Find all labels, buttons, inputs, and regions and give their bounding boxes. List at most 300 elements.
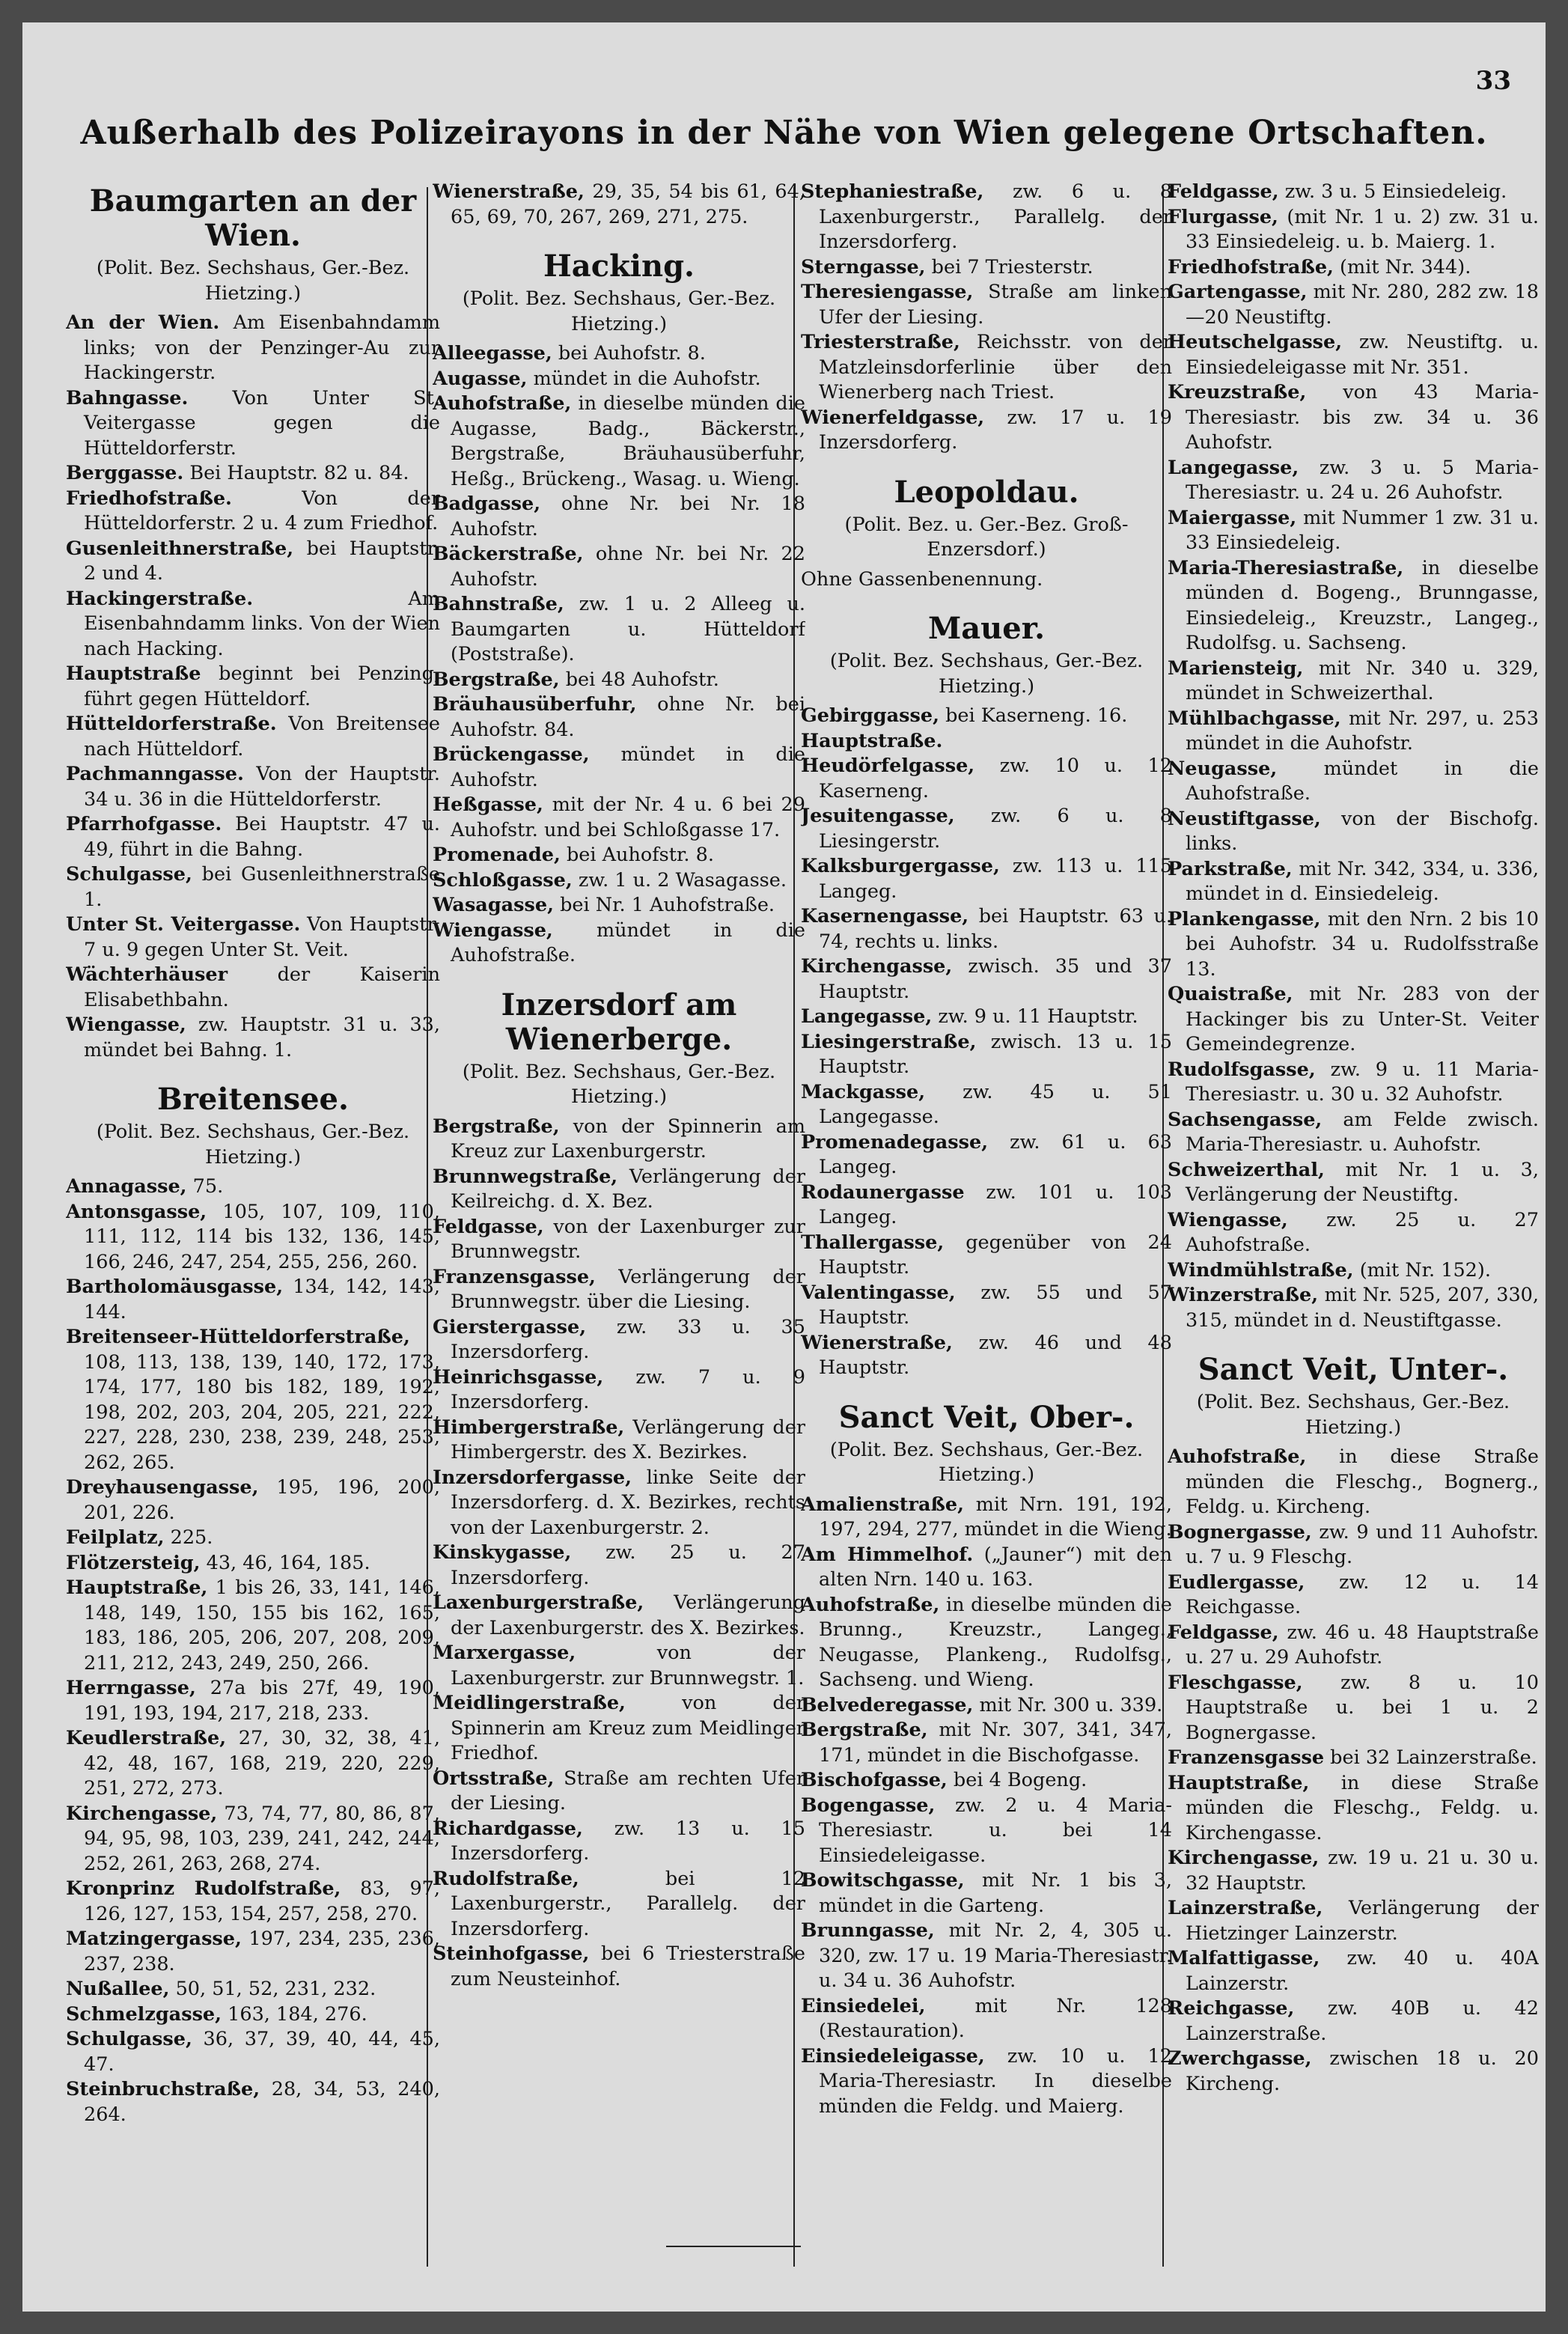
street-entry — [1168, 506, 1539, 556]
column-4 — [1168, 180, 1539, 2289]
street-name: Augasse, — [433, 367, 528, 390]
column-3 — [801, 180, 1172, 2289]
street-name: Wächterhäuser — [66, 963, 228, 986]
street-entry — [801, 1693, 1172, 1719]
street-description: zw. 101 u. 103 Langeg. — [819, 1180, 1172, 1228]
street-entry — [433, 341, 805, 367]
street-name: Bahnstraße, — [433, 593, 564, 615]
place-section — [801, 475, 1172, 593]
street-description: mit Nr. 2, 4, 305 u. 320, zw. 17 u. 19 Maria-Theresiastr. u. 34 u. 36 Auhofstr. — [819, 1919, 1172, 1992]
street-description: am Felde zwisch. Maria-Theresiastr. u. Auhofstr. — [1186, 1108, 1539, 1156]
street-name: Eudlergasse, — [1168, 1570, 1305, 1594]
street-description: („Jauner“) mit den alten Nrn. 140 u. 163. — [819, 1543, 1172, 1591]
street-entry — [433, 1942, 805, 1992]
street-description: Von Hauptstr. 7 u. 9 gegen Unter St. Veit. — [84, 913, 440, 961]
street-entry — [66, 386, 440, 462]
street-description: Verlängerung der Keilreichg. d. X. Bez. — [451, 1165, 805, 1213]
street-name: Berggasse. — [66, 462, 184, 484]
street-description: zw. 40 u. 40A Lainzerstr. — [1186, 1947, 1539, 1995]
street-name: Bergstraße, — [801, 1719, 928, 1741]
street-name: Nußallee, — [66, 1978, 170, 2000]
street-name: Annagasse, — [66, 1175, 187, 1198]
street-name: Sachsengasse, — [1168, 1108, 1323, 1131]
street-entry — [66, 762, 440, 812]
street-entry — [66, 487, 440, 537]
street-entry — [801, 1994, 1172, 2044]
street-description: 83, 97, 126, 127, 153, 154, 257, 258, 270. — [84, 1877, 440, 1925]
street-description: (mit Nr. 344). — [1340, 255, 1471, 278]
street-description: mit Nr. 283 von der Hackinger bis zu Unter-St. Veiter Gemeindegrenze. — [1186, 983, 1539, 1055]
street-name: Maria-Theresiastraße, — [1168, 556, 1404, 579]
street-entry — [433, 180, 805, 230]
street-name: Auhofstraße, — [1168, 1445, 1307, 1468]
street-description: ohne Nr. bei Auhofstr. 84. — [451, 693, 805, 741]
street-entry — [433, 1641, 805, 1691]
street-description: gegenüber von 24 Hauptstr. — [819, 1231, 1172, 1279]
street-description: bei 32 Lainzerstraße. — [1330, 1746, 1537, 1769]
street-entry — [66, 461, 440, 487]
street-entry — [801, 1794, 1172, 1869]
street-description: zw. 33 u. 35 Inzersdorferg. — [451, 1315, 805, 1363]
street-name: Antonsgasse, — [66, 1200, 207, 1223]
street-entry — [433, 492, 805, 542]
street-name: An der Wien. — [66, 311, 220, 334]
street-name: Bräuhausüberfuhr, — [433, 693, 637, 716]
street-description: bei 48 Auhofstr. — [565, 668, 719, 691]
street-entry — [66, 963, 440, 1013]
street-entry — [66, 1013, 440, 1063]
street-entry — [1168, 807, 1539, 857]
street-entry — [801, 406, 1172, 456]
street-entry — [801, 1030, 1172, 1080]
street-description: zwischen 18 u. 20 Kircheng. — [1186, 2047, 1539, 2095]
street-name: Wiengasse, — [66, 1014, 186, 1036]
street-entry — [433, 1541, 805, 1591]
street-entry — [1168, 1108, 1539, 1158]
street-entry — [433, 1265, 805, 1315]
section-title: Mauer. — [927, 611, 1046, 646]
street-name: Schulgasse, — [66, 2028, 192, 2050]
street-description: 197, 234, 235, 236, 237, 238. — [84, 1928, 440, 1975]
street-description: 27a bis 27f, 49, 190, 191, 193, 194, 217, 218, 233. — [84, 1677, 440, 1725]
street-name: Brückengasse, — [433, 743, 590, 766]
street-entry — [801, 1718, 1172, 1768]
street-name: Neugasse, — [1168, 757, 1278, 780]
street-description: mit Nr. 1 bis 3, mündet in die Garteng. — [819, 1869, 1172, 1917]
street-name: Bogengasse, — [801, 1794, 936, 1817]
street-name: Herrngasse, — [66, 1677, 196, 1699]
street-name: Parkstraße, — [1168, 857, 1293, 880]
street-name: Mühlbachgasse, — [1168, 707, 1341, 730]
place-section — [66, 1082, 440, 2127]
street-name: Matzingergasse, — [66, 1928, 242, 1950]
street-name: Rudolfstraße, — [433, 1867, 579, 1890]
street-name: Franzensgasse, — [433, 1265, 596, 1288]
street-entry — [1168, 1746, 1539, 1771]
street-entry — [1168, 1283, 1539, 1333]
street-name: Rodaunergasse — [801, 1180, 965, 1204]
street-entry — [801, 280, 1172, 330]
street-description: zwisch. 35 und 37 Hauptstr. — [819, 955, 1172, 1003]
street-description: bei 4 Bogeng. — [953, 1769, 1087, 1791]
street-description: zw. 10 u. 12 Kaserneng. — [819, 755, 1172, 802]
street-entry — [801, 1868, 1172, 1919]
street-name: Brunngasse, — [801, 1919, 935, 1942]
street-entry — [801, 754, 1172, 804]
street-entry — [801, 255, 1172, 281]
street-entry — [433, 893, 805, 918]
street-description: zw. 40B u. 42 Lainzerstraße. — [1186, 1997, 1539, 2045]
street-description: zw. 8 u. 10 Hauptstraße u. bei 1 u. 2 Bognergasse. — [1186, 1671, 1539, 1744]
street-entry — [801, 1919, 1172, 1994]
street-name: Jesuitengasse, — [801, 805, 955, 827]
street-description: von der Laxenburgerstr. zur Brunnwegstr. 1. — [451, 1642, 805, 1689]
section-title: Baumgarten an der Wien. — [89, 183, 417, 253]
street-entry — [66, 1526, 440, 1551]
street-entry — [1168, 1671, 1539, 1746]
street-description: bei 6 Triesterstraße zum Neusteinhof. — [451, 1943, 805, 1990]
street-entry — [433, 918, 805, 969]
street-description: mündet in die Auhofstraße. — [1186, 757, 1539, 805]
page-title: Außerhalb des Polizeirayons in der Nähe von Wien gelegene Ortschaften. — [80, 114, 1488, 152]
street-description: in dieselbe münden d. Bogeng., Brunngasse, Einsiedeleig., Kreuzstr., Langeg., Rudolfsg. u. Sachseng. — [1186, 556, 1539, 654]
street-description: von 43 Maria-Theresiastr. bis zw. 34 u. 36 Auhofstr. — [1186, 381, 1539, 454]
footer-rule — [666, 2246, 801, 2247]
street-entry — [433, 1691, 805, 1767]
street-description: ohne Nr. bei Nr. 18 Auhofstr. — [451, 493, 805, 540]
street-entry — [433, 1165, 805, 1215]
street-description: von der Laxenburger zur Brunnwegstr. — [451, 1215, 805, 1263]
street-description: Bei Hauptstr. 82 u. 84. — [189, 462, 409, 484]
street-description: bei Gusenleithnerstraße 1. — [84, 863, 440, 911]
place-section — [801, 1401, 1172, 2120]
street-description: mündet in die Auhofstraße. — [451, 918, 805, 966]
street-description: mündet in die Auhofstr. — [533, 367, 761, 390]
street-entry — [433, 793, 805, 843]
street-entry — [1168, 982, 1539, 1058]
street-name: Einsiedelei, — [801, 1994, 926, 2017]
street-description: Straße am linken Ufer der Liesing. — [819, 281, 1172, 329]
street-description: in diese Straße münden die Fleschg., Feldg. u. Kirchengasse. — [1186, 1771, 1539, 1844]
street-name: Steinhofgasse, — [433, 1943, 590, 1965]
street-description: zw. 6 u. 8 Liesingerstr. — [819, 805, 1172, 853]
street-description: von der Spinnerin am Kreuz zur Laxenburgerstr. — [451, 1115, 805, 1163]
street-description: zw. 3 u. 5 Einsiedeleig. — [1284, 180, 1507, 203]
street-name: Unter St. Veitergasse. — [66, 913, 301, 936]
street-entry — [433, 1817, 805, 1867]
street-entry — [1168, 1621, 1539, 1671]
section-subtitle: (Polit. Bez. Sechshaus, Ger.-Bez. Hietzing.) — [829, 650, 1144, 698]
street-name: Liesingerstraße, — [801, 1030, 977, 1053]
street-description: von der Spinnerin am Kreuz zum Meidlinger Friedhof. — [451, 1692, 805, 1764]
place-section — [1168, 1353, 1539, 2097]
street-description: mit Nr. 307, 341, 347, 171, mündet in die Bischofgasse. — [819, 1719, 1172, 1767]
street-entry — [433, 843, 805, 868]
street-description: mit Nr. 525, 207, 330, 315, mündet in d. Neustiftgasse. — [1186, 1284, 1539, 1332]
street-name: Promenade, — [433, 844, 561, 866]
street-description: zw. 6 u. 8 Laxenburgerstr., Parallelg. der Inzersdorferg. — [819, 180, 1172, 253]
street-entry — [1168, 330, 1539, 380]
street-description: zw. 45 u. 51 Langegasse. — [819, 1080, 1172, 1128]
section-subtitle: (Polit. Bez. Sechshaus, Ger.-Bez. Hietzing.) — [462, 1060, 776, 1108]
street-description: mit Nrn. 191, 192, 197, 294, 277, mündet in die Wieng. — [819, 1493, 1172, 1541]
street-name: Schmelzgasse, — [66, 2002, 222, 2026]
street-description: mit Nr. 280, 282 zw. 18—20 Neustiftg. — [1186, 281, 1539, 329]
street-name: Feilplatz, — [66, 1526, 165, 1549]
street-entry — [1168, 280, 1539, 330]
street-description: zw. 9 und 11 Auhofstr. u. 7 u. 9 Fleschg. — [1186, 1520, 1539, 1568]
page-number: 33 — [1475, 66, 1511, 96]
street-entry — [66, 1200, 440, 1276]
street-name: Bäckerstraße, — [433, 543, 584, 565]
street-entry — [801, 1493, 1172, 1543]
street-entry — [66, 662, 440, 712]
street-entry — [433, 668, 805, 693]
street-name: Rudolfsgasse, — [1168, 1058, 1316, 1081]
street-entry — [433, 592, 805, 668]
street-entry — [801, 854, 1172, 904]
street-name: Stephaniestraße, — [801, 180, 984, 203]
section-title: Sanct Veit, Unter-. — [1198, 1352, 1509, 1387]
street-entry — [433, 367, 805, 392]
street-entry — [1168, 757, 1539, 807]
street-description: Straße am rechten Ufer der Liesing. — [451, 1767, 805, 1815]
street-name: Sterngasse, — [801, 255, 926, 278]
street-description: zw. 9 u. 11 Hauptstr. — [938, 1005, 1138, 1028]
street-description: linke Seite der Inzersdorferg. d. X. Bezirkes, rechts von der Laxenburgerstr. 2. — [451, 1466, 805, 1539]
street-name: Kirchengasse, — [1168, 1847, 1320, 1869]
street-description: bei Hauptstr. 63 u. 74, rechts u. links. — [819, 905, 1172, 953]
street-description: Von Breitensee nach Hütteldorf. — [84, 713, 440, 761]
street-entry — [66, 862, 440, 912]
street-description: zw. 13 u. 15 Inzersdorferg. — [451, 1817, 805, 1865]
street-entry — [1168, 1058, 1539, 1108]
section-subtitle: (Polit. Bez. Sechshaus, Ger.-Bez. Hietzing.) — [96, 1121, 410, 1168]
street-description: der Kaiserin Elisabethbahn. — [84, 963, 440, 1011]
street-name: Bartholomäusgasse, — [66, 1276, 284, 1298]
street-description: mit der Nr. 4 u. 6 bei 29 Auhofstr. und bei Schloßgasse 17. — [451, 793, 805, 841]
place-section — [801, 612, 1172, 1381]
street-description: bei Hauptstr. 2 und 4. — [84, 537, 440, 585]
street-description: zw. 46 u. 48 Hauptstraße u. 27 u. 29 Auhofstr. — [1186, 1621, 1539, 1669]
street-entry — [1168, 2047, 1539, 2097]
street-description: bei 7 Triesterstr. — [931, 255, 1093, 278]
street-name: Flurgasse, — [1168, 205, 1278, 228]
street-name: Heutschelgasse, — [1168, 331, 1343, 353]
street-description: bei 12 Laxenburgerstr., Parallelg. der Inzersdorferg. — [451, 1867, 805, 1940]
street-name: Reichgasse, — [1168, 1997, 1295, 2020]
street-description: 50, 51, 52, 231, 232. — [175, 1978, 376, 2000]
street-entry — [801, 729, 1172, 755]
street-entry — [1168, 1445, 1539, 1520]
street-name: Gebirggasse, — [801, 704, 939, 727]
street-entry — [801, 1768, 1172, 1794]
street-description: Reichsstr. von der Matzleinsdorferlinie über den Wienerberg nach Triest. — [819, 331, 1172, 403]
street-description: zw. 12 u. 14 Reichgasse. — [1186, 1570, 1539, 1618]
street-name: Hauptstraße, — [1168, 1771, 1310, 1794]
street-entry — [1168, 707, 1539, 757]
street-name: Feldgasse, — [1168, 180, 1279, 203]
street-name: Langegasse, — [1168, 456, 1299, 479]
street-description: in diese Straße münden die Fleschg., Bognerg., Feldg. u. Kircheng. — [1186, 1445, 1539, 1518]
street-entry — [66, 1877, 440, 1927]
street-name: Thallergasse, — [801, 1231, 945, 1254]
street-description: bei Auhofstr. 8. — [566, 844, 714, 866]
street-entry — [801, 1331, 1172, 1381]
street-name: Einsiedeleigasse, — [801, 2044, 985, 2068]
column-2 — [433, 180, 805, 2289]
street-name: Langegasse, — [801, 1005, 933, 1028]
street-description: Von der Hauptstr. 34 u. 36 in die Hütteldorferstr. — [84, 763, 440, 811]
street-entry — [1168, 380, 1539, 456]
street-description: 29, 35, 54 bis 61, 64, 65, 69, 70, 267, 269, 271, 275. — [451, 180, 805, 228]
street-name: Lainzerstraße, — [1168, 1897, 1323, 1919]
street-entry — [801, 330, 1172, 406]
street-name: Kirchengasse, — [66, 1802, 218, 1825]
street-name: Marxergasse, — [433, 1642, 576, 1664]
street-description: Verlängerung der Himbergerstr. des X. Bezirkes. — [451, 1416, 805, 1463]
street-name: Kirchengasse, — [801, 955, 953, 978]
street-name: Wienerfeldgasse, — [801, 406, 985, 429]
street-description: ohne Nr. bei Nr. 22 Auhofstr. — [451, 543, 805, 591]
street-description: Am Eisenbahndamm links; von der Penzinger-Au zur Hackingerstr. — [84, 311, 440, 384]
street-description: 43, 46, 164, 185. — [206, 1551, 370, 1574]
street-entry — [433, 692, 805, 743]
street-description: Verlängerung der Laxenburgerstr. des X. Bezirkes. — [451, 1591, 805, 1639]
street-description: Von der Hütteldorferstr. 2 u. 4 zum Friedhof. — [84, 487, 440, 534]
street-name: Fleschgasse, — [1168, 1671, 1303, 1694]
street-entry — [1168, 1158, 1539, 1208]
street-entry — [1168, 1896, 1539, 1946]
street-entry — [1168, 1846, 1539, 1896]
street-description: mit Nr. 297, u. 253 mündet in die Auhofstr. — [1186, 707, 1539, 755]
street-name: Kasernengasse, — [801, 905, 969, 927]
street-description: zw. Hauptstr. 31 u. 33, mündet bei Bahng. 1. — [84, 1014, 440, 1061]
document-page — [22, 22, 1546, 2312]
street-entry — [801, 1180, 1172, 1231]
street-description: Ohne Gassenbenennung. — [801, 567, 1043, 591]
street-entry — [66, 912, 440, 963]
section-title: Inzersdorf am Wienerberge. — [501, 987, 737, 1057]
street-name: Meidlingerstraße, — [433, 1692, 626, 1714]
street-entry — [66, 587, 440, 662]
street-name: Amalienstraße, — [801, 1493, 964, 1516]
street-description: zwisch. 13 u. 15 Hauptstr. — [819, 1030, 1172, 1078]
street-entry — [1168, 1570, 1539, 1621]
street-description: zw. 46 und 48 Hauptstr. — [819, 1331, 1172, 1379]
street-name: Heudörfelgasse, — [801, 755, 975, 777]
place-section — [1168, 180, 1539, 1333]
street-description: mit Nr. 340 u. 329, mündet in Schweizerthal. — [1186, 656, 1539, 704]
section-subtitle: (Polit. Bez. Sechshaus, Ger.-Bez. Hietzing.) — [1196, 1391, 1510, 1439]
street-entry — [1168, 1208, 1539, 1258]
street-name: Auhofstraße, — [801, 1593, 940, 1616]
place-section — [433, 988, 805, 1993]
street-description: mit Nr. 128 (Restauration). — [819, 1994, 1172, 2042]
street-name: Ortsstraße, — [433, 1767, 555, 1790]
street-description: beginnt bei Penzing, führt gegen Hütteldorf. — [84, 662, 440, 710]
street-name: Heßgasse, — [433, 793, 543, 816]
street-entry — [801, 567, 1172, 593]
section-title: Breitensee. — [157, 1082, 349, 1117]
street-description: zw. 2 u. 4 Maria-Theresiastr. u. bei 14 Einsiedeleigasse. — [819, 1794, 1172, 1867]
street-name: Inzersdorfergasse, — [433, 1466, 632, 1489]
street-description: mündet in die Auhofstr. — [451, 743, 805, 791]
street-name: Hütteldorferstraße. — [66, 713, 277, 735]
street-description: in dieselbe münden die Brunng., Kreuzstr., Langeg., Neugasse, Plankeng., Rudolfsg., Sachseng. und Wieng. — [819, 1593, 1172, 1691]
street-description: zw. 55 und 57 Hauptstr. — [819, 1281, 1172, 1329]
street-description: 225. — [170, 1526, 213, 1549]
street-name: Gartengasse, — [1168, 281, 1308, 303]
street-entry — [66, 2077, 440, 2127]
street-description: von der Bischofg. links. — [1186, 807, 1539, 855]
street-entry — [66, 1275, 440, 1325]
street-entry — [801, 1080, 1172, 1130]
street-name: Himbergerstraße, — [433, 1416, 625, 1439]
place-section — [801, 180, 1172, 456]
section-subtitle: (Polit. Bez. Sechshaus, Ger.-Bez. Hietzing.) — [829, 1438, 1144, 1486]
street-entry — [66, 1475, 440, 1526]
street-name: Bognergasse, — [1168, 1520, 1312, 1544]
street-entry — [801, 1231, 1172, 1281]
street-description: bei Kaserneng. 16. — [945, 704, 1128, 727]
street-entry — [801, 1543, 1172, 1593]
street-entry — [433, 1416, 805, 1466]
street-description: (mit Nr. 152). — [1359, 1258, 1491, 1282]
street-description: mit Nummer 1 zw. 31 u. 33 Einsiedeleig. — [1186, 506, 1539, 554]
street-name: Hackingerstraße. — [66, 587, 254, 610]
street-entry — [66, 1726, 440, 1802]
street-name: Flötzersteig, — [66, 1551, 201, 1574]
street-name: Laxenburgerstraße, — [433, 1591, 644, 1614]
street-name: Bowitschgasse, — [801, 1869, 965, 1892]
street-description: 75. — [192, 1175, 224, 1198]
street-entry — [1168, 1258, 1539, 1284]
street-description: 195, 196, 200, 201, 226. — [84, 1476, 440, 1524]
street-description: in dieselbe münden die Augasse, Badg., Bäckerstr., Bergstraße, Bräuhausüberfuhr, Heßg., Brückeng., Wasag. u. Wieng. — [451, 392, 805, 490]
street-name: Franzensgasse — [1168, 1746, 1325, 1769]
street-description: mit Nr. 342, 334, u. 336, mündet in d. Einsiedeleig. — [1186, 857, 1539, 905]
street-entry — [66, 1174, 440, 1200]
street-name: Wiengasse, — [1168, 1208, 1288, 1231]
street-entry — [1168, 205, 1539, 255]
section-title: Sanct Veit, Ober-. — [838, 1399, 1135, 1435]
street-name: Neustiftgasse, — [1168, 807, 1321, 830]
street-description: mit Nr. 1 u. 3, Verlängerung der Neustiftg. — [1186, 1158, 1539, 1206]
street-description: Am Eisenbahndamm links. Von der Wien nach Hacking. — [84, 587, 440, 660]
street-description: zw. 3 u. 5 Maria-Theresiastr. u. 24 u. 26 Auhofstr. — [1186, 456, 1539, 504]
street-entry — [66, 1927, 440, 1977]
street-name: Kinskygasse, — [433, 1541, 572, 1564]
street-name: Steinbruchstraße, — [66, 2078, 260, 2100]
street-entry — [433, 743, 805, 793]
street-name: Friedhofstraße. — [66, 487, 232, 510]
street-name: Feldgasse, — [1168, 1621, 1279, 1644]
street-entry — [1168, 1996, 1539, 2047]
street-entry — [433, 868, 805, 894]
street-name: Quaistraße, — [1168, 983, 1293, 1005]
street-entry — [1168, 1771, 1539, 1847]
street-name: Triesterstraße, — [801, 331, 960, 353]
street-entry — [1168, 556, 1539, 656]
street-entry — [801, 2044, 1172, 2120]
street-name: Schloßgasse, — [433, 868, 573, 892]
street-entry — [433, 1767, 805, 1817]
street-name: Breitenseer-Hütteldorferstraße, — [66, 1326, 410, 1348]
street-entry — [66, 2002, 440, 2028]
place-section — [66, 184, 440, 1063]
street-description: 27, 30, 32, 38, 41, 42, 48, 167, 168, 219, 220, 229, 251, 272, 273. — [84, 1727, 440, 1800]
